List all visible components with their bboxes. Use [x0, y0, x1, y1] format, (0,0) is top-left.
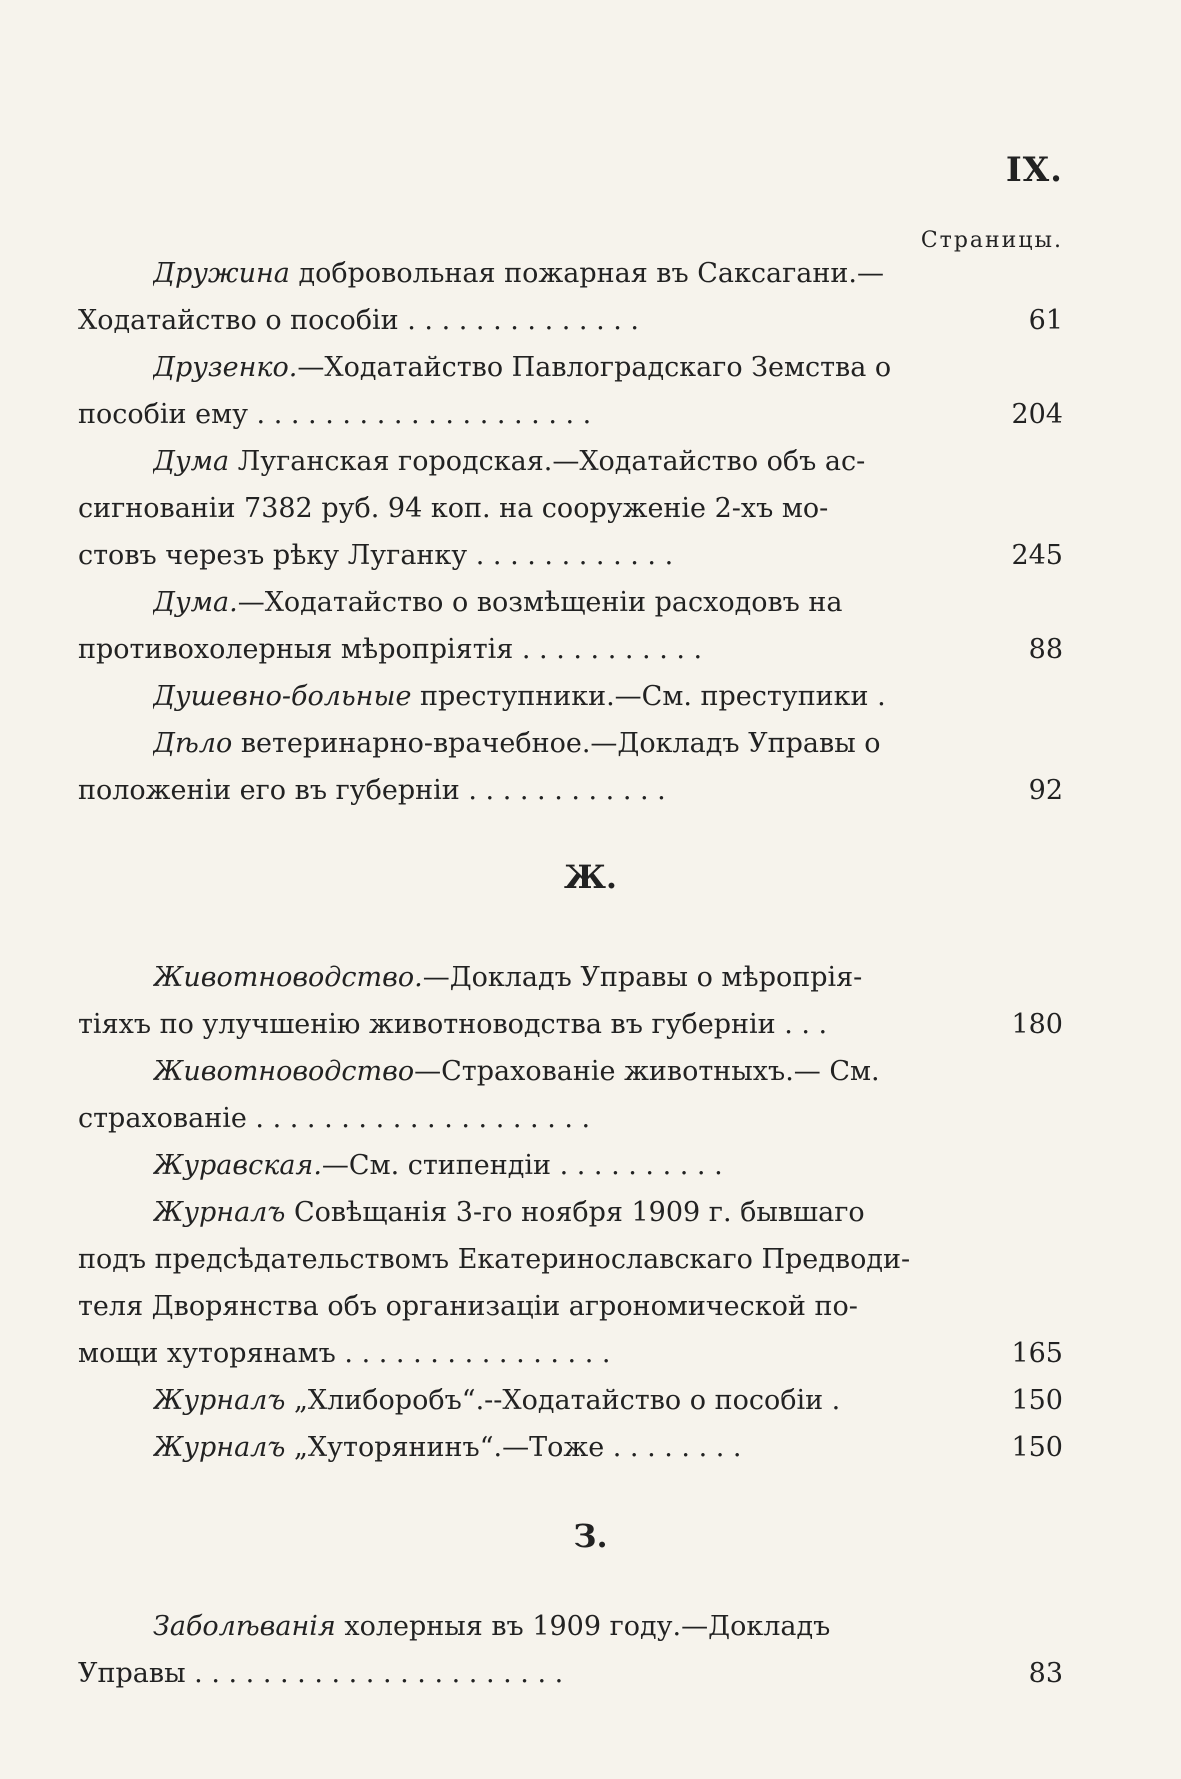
section-zh-entries: [78, 954, 1063, 1471]
index-entry-text: [78, 1650, 918, 1697]
index-row: [78, 1650, 1063, 1697]
page-reference: 204: [1011, 399, 1063, 430]
section-letter-zh: Ж.: [563, 858, 618, 896]
pages-column-label: Страницы.: [920, 228, 1063, 253]
index-description: —См. стипендіи . . . . . . . . . .: [321, 1150, 723, 1181]
index-description: стовъ черезъ рѣку Луганку . . . . . . . . . . . .: [78, 540, 674, 571]
index-term: Журналъ: [153, 1197, 286, 1228]
index-description: холерныя въ 1909 году.—Докладъ: [335, 1611, 831, 1642]
index-entry-text: [78, 485, 918, 532]
index-row: [78, 250, 1063, 297]
page-reference: 180: [1011, 1009, 1063, 1040]
page-reference: 61: [1028, 305, 1063, 336]
index-term: Дума: [153, 446, 230, 477]
index-description: положеніи его въ губерніи . . . . . . . . . . . .: [78, 775, 666, 806]
index-description: —Страхованіе животныхъ.— См.: [414, 1056, 880, 1087]
index-description: сигнованіи 7382 руб. 94 коп. на сооруженіе 2-хъ мо-: [78, 493, 829, 524]
index-row: [78, 1236, 1063, 1283]
index-description: тіяхъ по улучшенію животноводства въ губерніи . . .: [78, 1009, 828, 1040]
index-entry-text: [153, 579, 918, 626]
index-row: [78, 720, 1063, 767]
index-entry-text: [153, 1603, 918, 1650]
page-reference: 150: [1011, 1385, 1063, 1416]
index-term: Дума.: [153, 587, 238, 618]
index-entry-text: [78, 1095, 918, 1142]
index-row: [78, 954, 1063, 1001]
index-entry-text: [78, 391, 918, 438]
index-entry-text: [153, 438, 918, 485]
index-description: подъ предсѣдательствомъ Екатеринославскаго Предводи-: [78, 1244, 911, 1275]
index-row: [78, 391, 1063, 438]
index-entry-text: [153, 954, 918, 1001]
index-description: —Ходатайство Павлоградскаго Земства о: [297, 352, 892, 383]
index-row: [78, 297, 1063, 344]
index-row: [78, 1001, 1063, 1048]
index-entry-text: [153, 673, 918, 720]
index-row: [78, 1603, 1063, 1650]
index-description: мощи хуторянамъ . . . . . . . . . . . . . . . .: [78, 1338, 611, 1369]
page-reference: 245: [1011, 540, 1063, 571]
index-entry-text: [153, 1048, 918, 1095]
index-entry-text: [153, 720, 918, 767]
index-entry-text: [78, 767, 918, 814]
index-entry-text: [153, 1142, 918, 1189]
index-row: [78, 673, 1063, 720]
index-term: Животноводство.: [153, 962, 423, 993]
index-row: [78, 1377, 1063, 1424]
index-entry-text: [153, 1424, 918, 1471]
index-row: [78, 438, 1063, 485]
index-row: [78, 532, 1063, 579]
index-row: [78, 626, 1063, 673]
index-entry-text: [153, 1189, 918, 1236]
index-row: [78, 579, 1063, 626]
index-description: Совѣщанія 3-го ноября 1909 г. бывшаго: [285, 1197, 865, 1228]
index-entry-text: [153, 250, 918, 297]
index-row: [78, 485, 1063, 532]
index-term: Заболѣванія: [153, 1611, 336, 1642]
index-entry-text: [78, 1236, 918, 1283]
index-row: [78, 1189, 1063, 1236]
index-entry-text: [78, 626, 918, 673]
index-entry-text: [153, 344, 918, 391]
index-description: пособіи ему . . . . . . . . . . . . . . . . . . . .: [78, 399, 592, 430]
index-entry-text: [78, 1001, 918, 1048]
index-row: [78, 1424, 1063, 1471]
section-letter-z: З.: [573, 1517, 608, 1555]
page-number: IX.: [1005, 150, 1063, 190]
page-reference: 88: [1028, 634, 1063, 665]
index-term: Журналъ: [153, 1432, 286, 1463]
index-row: [78, 344, 1063, 391]
page-reference: 165: [1011, 1338, 1063, 1369]
section-d-entries: [78, 250, 1063, 814]
index-row: [78, 1283, 1063, 1330]
index-row: [78, 1142, 1063, 1189]
index-description: теля Дворянства объ организаціи агрономической по-: [78, 1291, 858, 1322]
index-description: —Ходатайство о возмѣщеніи расходовъ на: [237, 587, 843, 618]
index-description: Управы . . . . . . . . . . . . . . . . . . . . . .: [78, 1658, 564, 1689]
index-row: [78, 1048, 1063, 1095]
index-term: Дѣло: [153, 728, 233, 759]
index-entry-text: [78, 532, 918, 579]
section-z-entries: [78, 1603, 1063, 1697]
index-description: Ходатайство о пособіи . . . . . . . . . . . . . .: [78, 305, 639, 336]
index-term: Журналъ: [153, 1385, 286, 1416]
index-description: страхованіе . . . . . . . . . . . . . . . . . . . .: [78, 1103, 591, 1134]
page-reference: 92: [1028, 775, 1063, 806]
index-description: Луганская городская.—Ходатайство объ ас-: [229, 446, 866, 477]
index-description: ветеринарно-врачебное.—Докладъ Управы о: [232, 728, 881, 759]
index-entry-text: [78, 1330, 918, 1377]
index-description: „Хлиборобъ“.--Ходатайство о пособіи .: [285, 1385, 841, 1416]
page-reference: 83: [1028, 1658, 1063, 1689]
index-row: [78, 767, 1063, 814]
index-term: Душевно-больные: [153, 681, 412, 712]
index-description: преступники.—См. преступики .: [411, 681, 886, 712]
index-description: —Докладъ Управы о мѣропрія-: [422, 962, 863, 993]
index-entry-text: [78, 297, 918, 344]
index-term: Журавская.: [153, 1150, 322, 1181]
index-description: добровольная пожарная въ Саксагани.—: [289, 258, 884, 289]
index-entry-text: [78, 1283, 918, 1330]
index-row: [78, 1095, 1063, 1142]
index-row: [78, 1330, 1063, 1377]
index-term: Дружина: [153, 258, 290, 289]
index-description: „Хуторянинъ“.—Тоже . . . . . . . .: [285, 1432, 742, 1463]
page-reference: 150: [1011, 1432, 1063, 1463]
index-term: Друзенко.: [153, 352, 298, 383]
index-description: противохолерныя мѣропріятія . . . . . . . . . . .: [78, 634, 703, 665]
index-entry-text: [153, 1377, 918, 1424]
index-term: Животноводство: [153, 1056, 415, 1087]
